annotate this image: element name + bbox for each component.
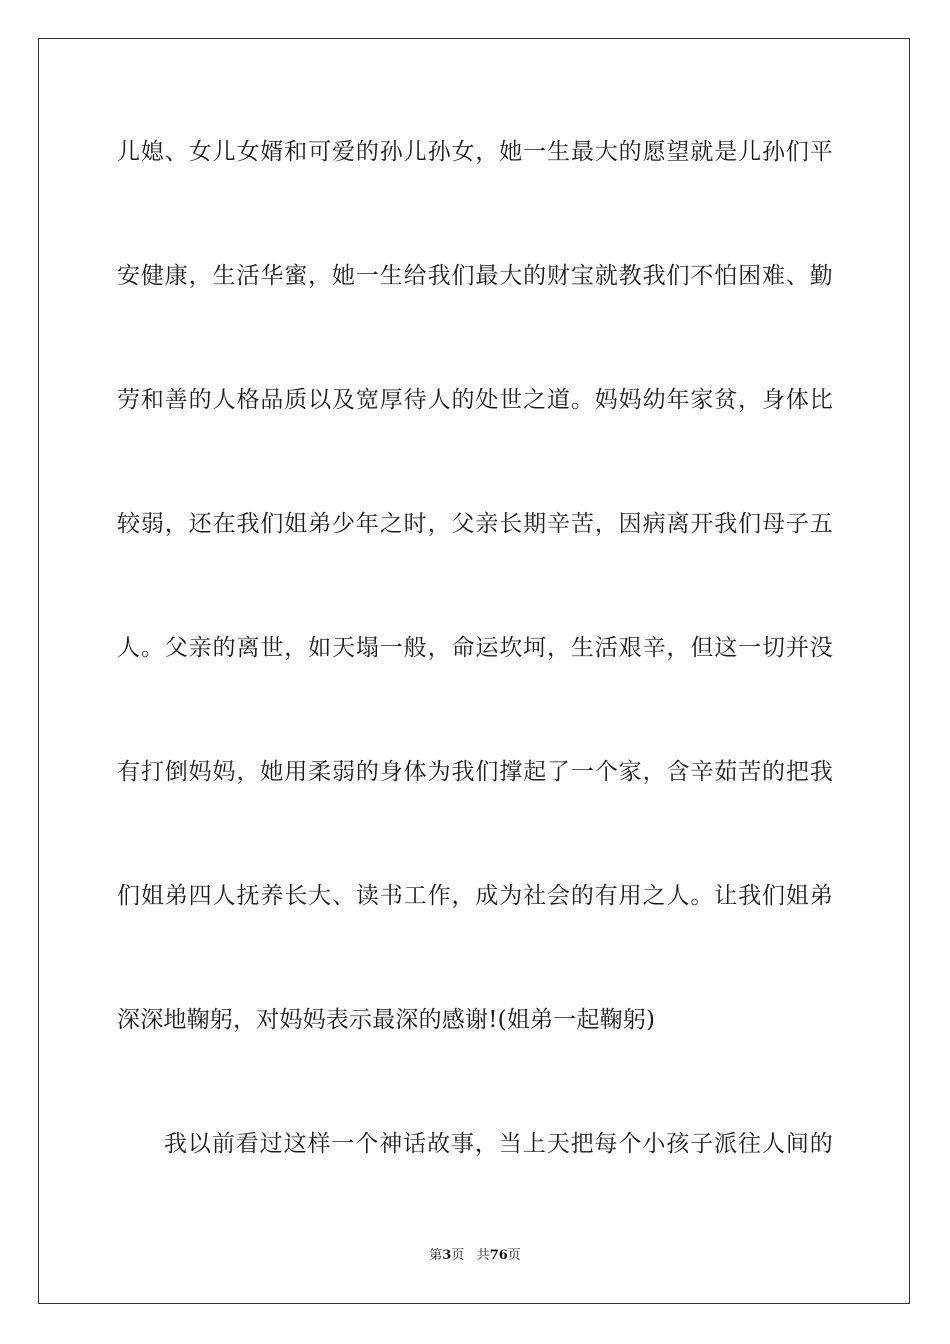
- paragraph-line-5: 人。父亲的离世，如天塌一般，命运坎坷，生活艰辛，但这一切并没: [117, 635, 833, 661]
- paragraph-line-8: 深深地鞠躬，对妈妈表示最深的感谢!(姐弟一起鞠躬): [117, 1007, 656, 1033]
- paragraph-line-9: 我以前看过这样一个神话故事，当上天把每个小孩子派往人间的: [164, 1131, 833, 1157]
- page-suffix: 页: [451, 1248, 465, 1263]
- paragraph-line-7: 们姐弟四人抚养长大、读书工作，成为社会的有用之人。让我们姐弟: [117, 883, 833, 909]
- page-footer: [0, 1248, 950, 1264]
- page-border: [38, 38, 910, 1304]
- paragraph-line-4: 较弱，还在我们姐弟少年之时，父亲长期辛苦，因病离开我们母子五: [117, 511, 833, 537]
- page-number: 3: [442, 1248, 452, 1263]
- total-suffix: 页: [507, 1248, 521, 1263]
- paragraph-line-2: 安健康，生活华蜜，她一生给我们最大的财宝就教我们不怕困难、勤: [117, 263, 833, 289]
- total-prefix: 共: [476, 1248, 490, 1263]
- page-prefix: 第: [429, 1248, 443, 1263]
- paragraph-line-3: 劳和善的人格品质以及宽厚待人的处世之道。妈妈幼年家贫，身体比: [117, 387, 833, 413]
- paragraph-line-6: 有打倒妈妈，她用柔弱的身体为我们撑起了一个家，含辛茹苦的把我: [117, 759, 833, 785]
- total-pages: 76: [489, 1248, 508, 1263]
- paragraph-line-1: 儿媳、女儿女婿和可爱的孙儿孙女，她一生最大的愿望就是儿孙们平: [117, 139, 833, 165]
